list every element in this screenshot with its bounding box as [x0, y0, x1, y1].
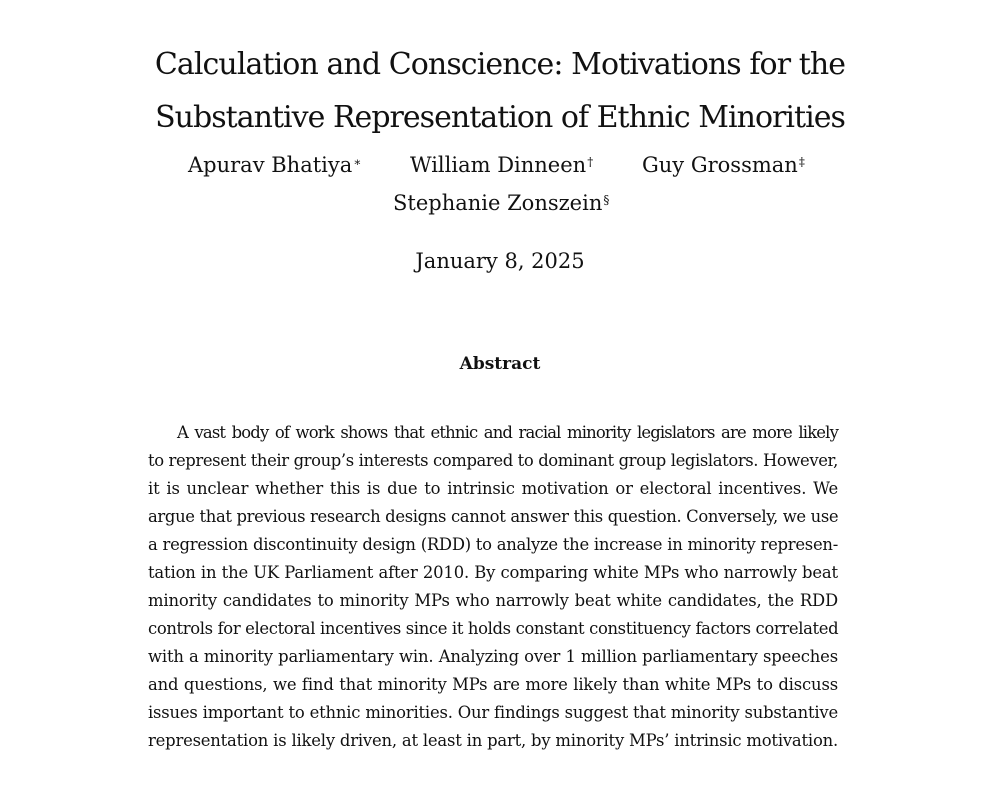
- title-line-1: Calculation and Conscience: Motivations for the: [154, 47, 846, 83]
- abstract-line: A vast body of work shows that ethnic and racial minority legislators are more likely: [177, 423, 838, 442]
- author-4: [393, 190, 609, 216]
- author-name: William Dinneen: [410, 153, 587, 177]
- author-mark: §: [603, 193, 610, 207]
- abstract-line: issues important to ethnic minorities. Our findings suggest that minority substantive: [148, 703, 839, 722]
- author-mark: ∗: [353, 155, 362, 169]
- author-1: [188, 152, 361, 178]
- abstract-line: tation in the UK Parliament after 2010. By comparing white MPs who narrowly beat: [148, 563, 838, 582]
- abstract-body: [148, 419, 838, 755]
- author-name: Apurav Bhatiya: [188, 153, 353, 177]
- abstract-line: minority candidates to minority MPs who narrowly beat white candidates, the RDD: [148, 591, 838, 610]
- abstract-line: with a minority parliamentary win. Analyzing over 1 million parliamentary speeches: [148, 647, 838, 666]
- author-mark: †: [587, 155, 594, 169]
- abstract-line: controls for electoral incentives since it holds constant constituency factors correlated: [148, 619, 839, 638]
- author-mark: ‡: [798, 155, 805, 169]
- paper-date: January 8, 2025: [415, 249, 585, 273]
- author-3: [642, 152, 805, 178]
- abstract-line: it is unclear whether this is due to intrinsic motivation or electoral incentives. We: [148, 479, 838, 498]
- paper-title: [0, 38, 1000, 144]
- author-name: Stephanie Zonszein: [393, 191, 603, 215]
- abstract-line: a regression discontinuity design (RDD) to analyze the increase in minority represen-: [148, 535, 838, 554]
- abstract-line: to represent their group’s interests compared to dominant group legislators. However,: [148, 451, 838, 470]
- abstract-heading: Abstract: [459, 354, 541, 374]
- author-2: [410, 152, 593, 178]
- title-line-2: Substantive Representation of Ethnic Minorities: [155, 100, 845, 136]
- author-name: Guy Grossman: [642, 153, 798, 177]
- abstract-line: and questions, we find that minority MPs are more likely than white MPs to discuss: [148, 675, 838, 694]
- abstract-line: representation is likely driven, at least in part, by minority MPs’ intrinsic motivation.: [148, 731, 838, 750]
- abstract-line: argue that previous research designs cannot answer this question. Conversely, we use: [148, 507, 839, 526]
